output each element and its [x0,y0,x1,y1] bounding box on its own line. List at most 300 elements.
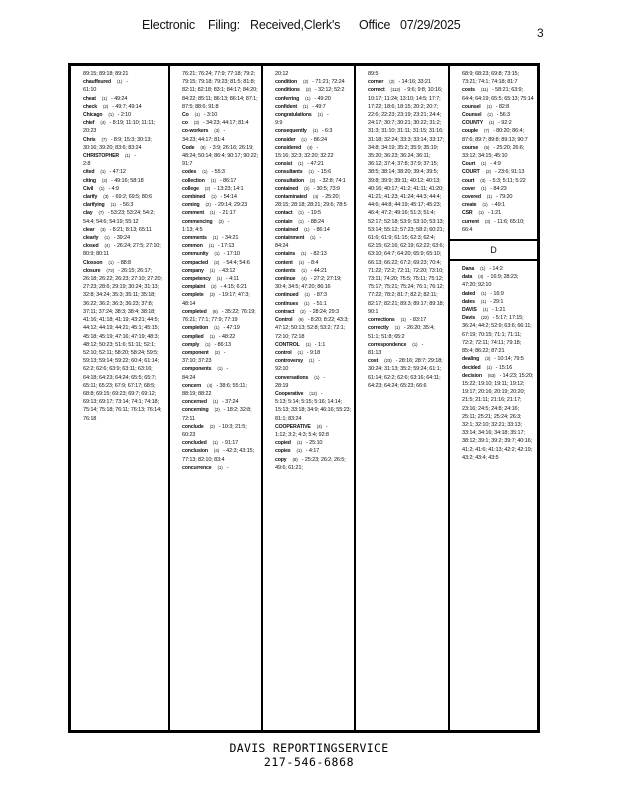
index-count: (8) [200,144,206,150]
index-entry [462,168,534,176]
index-entry [182,185,258,193]
index-entry [275,423,351,431]
index-entry [182,209,258,217]
index-refs: 28:19 [275,382,289,389]
index-refs: - 84:23 [490,185,507,192]
index-entry [275,111,351,119]
index-entry [275,250,351,258]
index-term: contained [275,185,299,192]
index-refs: - 69:2; 69:5; 80:6 [112,194,153,201]
index-entry [275,95,351,103]
index-refs: - 54:4; 54:6 [223,259,250,266]
index-count: (1) [298,161,304,167]
index-column-2 [168,66,261,730]
index-refs: - 44:21 [310,267,327,274]
index-entry [462,201,534,209]
index-count: (1) [214,251,220,257]
index-refs: 20:12 [275,71,289,77]
index-entry [83,152,165,160]
index-refs: - 38:6; 55:11; 88:19; 88:22 [182,382,247,397]
index-entry [275,177,351,185]
index-entry [182,423,258,439]
header-office: Office [359,18,391,32]
index-refs: - 82:8 [495,103,510,110]
index-entry [462,177,534,185]
index-entry [368,357,445,390]
index-entry [275,349,351,357]
index-entry [275,291,351,299]
index-refs: - 14:16; 33:21 [398,79,431,86]
index-entry [275,127,351,135]
index-refs: - [318,358,320,365]
index-refs: - 4:9 [108,185,119,192]
index-entry [275,390,351,398]
index-count: (1) [298,218,304,224]
index-refs: - 82:13 [310,251,327,258]
index-refs: - 55:3 [211,169,225,176]
index-refs: - 92:2 [498,120,512,127]
index-refs: - [421,341,424,348]
index-term: correspondence [368,341,407,348]
index-refs: - 53:23; 53:24; 54:2; 54:4; 54:6; 54:19; 55:12 [83,210,155,225]
index-refs: - 1:21 [487,210,502,217]
index-term: cheat [83,95,96,102]
index-entry [182,406,258,422]
index-refs: - 30:5; 73:9 [313,185,340,192]
index-term: containment [275,235,305,242]
index-term: cost [368,358,379,365]
index-refs: - 86:14 [313,226,330,233]
index-entry [462,265,534,273]
index-entry [368,78,445,86]
index-count: (1) [209,333,215,339]
index-entry [275,341,351,349]
index-term: concurrence [182,464,212,471]
index-count: (2) [485,169,491,175]
index-entry [182,201,258,209]
index-term: counsel [462,103,481,110]
index-term: clearly [83,235,99,242]
index-count: (2) [300,308,306,314]
index-count: (1) [301,251,307,257]
index-term: create [462,202,477,209]
index-term: cited [83,169,95,176]
index-count: (2) [102,103,109,109]
index-refs: - 49:20 [314,95,331,102]
index-count: (1) [482,307,488,313]
index-refs: 76:21; 76:24; 77:9; 77:18; 79:2; 79:15; 79:18; 79:23; 81:5; 81:8; 82:11; 82:18; 83:1; 84:17; 84:20; 84:22; 85:11; 86:13; 86:14; 87:1; 87:5; 88:6; 91:8 [182,71,258,110]
index-refs: - 32:8; 74:1 [319,177,346,184]
index-entry [462,86,534,102]
index-refs: - 27:2; 27:19; 30:4; 34:5; 47:20; 86:16 [275,276,342,291]
index-entry [182,349,258,357]
index-term: comments [182,235,207,242]
index-term: CHRISTOPHER [83,153,120,160]
index-term: concerned [182,399,207,406]
index-term: dates [462,298,475,305]
index-entry [462,314,534,355]
index-refs: - 9:18 [306,349,321,356]
index-count: (1) [101,95,107,101]
index-term: Counsel [462,112,482,119]
index-count: (1) [478,210,484,216]
index-term: controversy [275,358,304,365]
index-entry [275,218,351,226]
index-term: content [275,259,293,266]
index-entry [462,119,534,127]
index-refs: - 14:2 [489,266,503,273]
index-term: closure [83,267,101,274]
index-count: (1) [480,266,486,272]
index-refs: - [227,218,230,225]
index-count: (72) [106,267,114,273]
index-count: (7) [98,210,104,216]
index-section-letter: D [450,239,537,261]
index-count: (2) [211,284,217,290]
index-entry [368,349,445,357]
index-term: couple [462,128,478,135]
index-count: (1) [304,226,310,232]
index-entry [462,298,534,306]
index-term: continued [275,292,299,299]
index-refs: - 23:6; 91:13 [494,169,525,176]
index-entry [275,119,351,127]
index-count: (4) [478,274,484,280]
index-refs: - 17:10 [223,251,240,258]
index-count: (1) [486,103,492,109]
index-count: (2) [209,423,215,429]
index-count: (3) [480,177,486,183]
index-term: conditions [275,87,300,94]
index-term: contents [275,267,296,274]
index-entry [182,365,258,373]
index-entry [275,382,351,390]
index-count: (2) [485,356,491,362]
index-entry [182,168,258,176]
index-term: consultants [275,169,303,176]
index-term: consist [275,161,293,168]
index-refs: - 54:14 [220,194,237,201]
index-entry [182,119,258,127]
index-entry [368,324,445,340]
index-term: completed [182,308,207,315]
index-count: (1) [214,325,220,331]
index-count: (4) [104,243,110,249]
index-entry [182,136,258,144]
index-refs: - 91:17 [221,440,239,447]
index-refs: 61:10 [83,87,97,94]
index-entry [275,185,351,193]
index-term: Chicago [83,112,103,119]
index-entry [182,267,258,275]
index-entry [182,291,258,307]
index-count: (1) [305,341,311,347]
index-entry [182,193,258,201]
index-refs: - 2:10 [117,112,131,119]
index-entry [275,86,351,94]
index-term: dated [462,290,476,297]
index-count: (4) [301,276,307,282]
index-refs: 5:13; 5:14; 5:15; 5:16; 14:14; 15:13; 33:18; 34:9; 46:16; 55:23; 81:1; 83:24 [275,399,351,422]
index-term: congratulations [275,112,312,119]
index-count: (1) [211,194,217,200]
index-term: contact [275,210,293,217]
index-refs: - 8:4 [307,259,319,266]
index-refs: - 1:21 [491,307,506,314]
index-entry [462,193,534,201]
index-refs: - 47:12 [109,169,126,176]
index-term: complaint [182,284,206,291]
index-refs: - 34:23; 44:17; 81:4 [202,120,249,127]
index-entry [83,267,165,423]
index-count: (1) [301,267,307,273]
index-count: (1) [217,464,223,470]
index-entry [182,226,258,234]
index-refs: - 10:3; 21:5; 60:23 [182,423,247,438]
index-term: clear [83,226,95,233]
index-term: consider [275,136,296,143]
index-entry [182,70,258,111]
index-entry [182,234,258,242]
index-refs: - 88:24 [307,218,324,225]
index-refs: - 87:3 [313,292,328,299]
index-term: continue [275,276,296,283]
index-entry [275,193,351,209]
index-refs: 81:13 [368,349,382,356]
index-term: community [182,251,209,258]
index-term: compacted [182,259,209,266]
index-entry [83,95,165,103]
index-term: commencing [182,218,213,225]
index-count: (1) [304,292,310,298]
index-term: dealing [462,356,480,363]
index-count: (1) [117,79,123,85]
index-term: co-workers [182,128,209,135]
index-refs: - 56:3 [496,112,510,119]
index-refs: - 5:17; 17:15; 36:24; 44:2; 52:9; 63:6; 66:11; 67:19; 70:15; 71:1; 71:11; 72:2; 72:11; 74:11; 79:18; 85:4; 86:22; 87:21 [462,315,532,355]
index-count: (3) [209,292,215,298]
index-refs: - 26:24; 27:5; 27:10; 80:9; 80:11 [83,243,161,258]
index-count: (12) [309,390,317,396]
page-number: 3 [537,26,544,40]
index-count: (8) [292,456,298,462]
index-count: (1) [298,259,304,265]
index-term: contain [275,218,293,225]
index-refs: - 86:24 [310,136,327,143]
index-entry [275,136,351,144]
index-refs: - 4:11 [225,276,239,283]
index-entry [83,193,165,201]
index-entry [83,201,165,209]
index-count: (1) [216,276,222,282]
index-term: continues [275,300,299,307]
index-refs: - 9:6; 9:8; 10:16; 10:17; 11:24; 13:10; 14:5; 17:7; 17:22; 18:6; 18:15; 20:2; 20:7; 22:6; 22:23; 23:19; 23:21; 24:4; 24:17; 30:7; 30:21; 30:22; 31:2; 31:3; 31:10; 31:11; 31:15; 31:16; 31:18; 32:24; 33:3; 33:14; 33:17; 34:8; 34:19; 35:2; 35:9; 35:19; 35:20; 36:23; 36:24; 36:11; 36:12; 37:4; 37:8; 37:9; 37:15; 38:5; 38:14; 38:20; 39:4; 39:5; 39:8; 39:9; 39:11; 40:12; 40:13; 40:16; 40:17; 41:2; 41:11; 41:20; 41:21; 41:23; 41:24; 44:3; 44:4; 44:6; 44:8; 44:19; 45:17; 45:23; 46:4; 47:2; 49:16; 51:3; 51:4; 52:17; 52:18; 53:9; 53:10; 53:13; 53:14; 55:12; 57:23; 58:2; 60:21; 61:6; 61:9; 61:15; 62:3; 62:4; 62:15; 62:16; 62:19; 62:22; 63:6; 63:10; 64:7; 64:20; 65:9; 65:10; 66:13; 66:22; 67:2; 69:23; 70:4; 71:22; 72:2; 72:11; 72:20; 73:10; 73:11; 74:20; 75:5; 75:11; 75:12; 75:17; 75:21; 75:24; 76:1; 76:12; 77:22; 78:2; 81:7; 82:2; 82:11; 82:17; 82:21; 89:3; 89:17; 89:18; 90:1 [368,87,444,315]
index-term: corner [368,79,384,86]
index-entry [275,439,351,447]
index-term: concern [182,382,202,389]
index-count: (1) [209,267,215,273]
index-entry [83,234,165,242]
index-count: (1) [310,235,316,241]
index-refs: - 16:9 [490,290,504,297]
index-entry [462,218,534,234]
index-refs: - 15:6 [317,169,332,176]
index-refs: - 25:20; 26:6; 33:12; 34:15; 45:10 [462,144,525,160]
index-term: DAVIS [462,307,477,314]
index-entry [83,103,165,111]
index-entry [275,152,351,160]
index-refs: - 80:20; 86:4; 87:6; 89:7; 89:8; 89:13; 90:7 [462,128,528,143]
index-term: corrections [368,317,395,324]
index-term: competency [182,276,211,283]
index-refs: - 8:19; 11:10; 11:11; 20:23 [83,120,156,135]
index-entry [83,185,165,193]
index-count: (1) [301,136,307,142]
index-refs: - 10:14; 79:5 [494,356,524,363]
index-refs: - 4:9 [490,161,501,168]
index-entry [275,226,351,234]
index-term: conferring [275,95,300,102]
index-refs: - 29:14; 29:23 [214,202,248,209]
index-count: (112) [390,87,401,93]
index-refs: - 42:3; 43:15; 77:13; 82:10; 83:4 [182,448,254,463]
index-refs: 89:15; 89:18; 89:21 [83,71,129,77]
index-count: (1) [212,235,218,241]
index-term: contained [275,226,299,233]
index-column-1 [71,66,168,730]
index-count: (1) [481,290,487,296]
index-refs: - [320,390,323,397]
index-entry [462,70,534,86]
index-refs: - 43:12 [218,267,236,274]
index-refs: - 28:16; 28:7; 29:18; 30:24; 31:13; 35:2; 59:24; 61:1; 61:14; 62:2; 62:6; 63:16; 64:11; 64:23; 64:24; 65:23; 66:6 [368,358,443,389]
index-refs: 1:12; 3:2; 4:3; 5:4; 92:8 [275,431,329,438]
index-term: clarify [83,194,98,201]
index-refs: - 8:21; 8:13; 65:11 [109,226,152,233]
index-count: (1) [304,300,310,306]
index-term: coming [182,202,200,209]
index-count: (7) [483,128,489,134]
index-entry [462,273,534,289]
index-refs: - 86:13 [214,341,231,348]
word-index-frame [68,63,540,733]
index-refs: - 86:17 [219,177,237,184]
index-term: contract [275,308,295,315]
index-refs: - 15:16 [495,364,513,371]
index-term: company [182,267,204,274]
index-refs: - 13:23; 14:1 [214,185,244,192]
index-count: (7) [101,136,107,142]
index-count: (1) [296,448,302,454]
index-term: conclusion [182,448,208,455]
index-count: (1) [297,349,303,355]
index-count: (1) [489,120,495,126]
index-refs: - 4:17 [305,448,320,455]
index-refs: - 32:12; 52:2 [314,87,345,94]
index-entry [462,364,534,372]
index-refs: - [226,366,229,373]
index-entry [182,127,258,135]
index-count: (2) [303,79,309,85]
index-entry [275,374,351,382]
index-refs: 84:24 [275,243,289,250]
index-refs: - 8:20; 8:22; 43:3; 47:12; 50:13; 52:8; 53:2; 72:1; 72:10; 72:18 [275,317,349,340]
index-count: (2) [101,177,108,183]
index-term: co [182,120,188,127]
index-refs: - 29:1 [489,298,504,305]
index-refs: - 4:15; 6:21 [220,284,247,291]
index-entry [275,103,351,111]
index-count: (1) [314,374,320,380]
index-refs: - [134,153,136,160]
index-count: (1) [210,177,216,183]
index-entry [83,168,165,176]
index-count: (4) [207,382,213,388]
index-count: (2) [214,349,220,355]
index-count: (1) [400,317,406,323]
index-refs: - 21:17 [219,210,236,217]
index-refs: - [223,349,226,356]
index-term: Cooperative [275,390,304,397]
index-term: common [182,243,203,250]
index-count: (2) [214,259,220,265]
index-term: chief [83,120,95,127]
index-entry [462,290,534,298]
index-count: (2) [310,177,316,183]
index-refs: - 19:5 [307,210,321,217]
index-refs: 9:9 [275,120,283,127]
index-entry [275,357,351,365]
index-entry [83,86,165,94]
index-refs: - 39:24 [113,235,130,242]
index-count: (4) [213,448,220,454]
index-entry [182,250,258,258]
index-term: court [462,177,475,184]
index-refs: - 26:20; 35:4; 51:1; 51:8; 65:2 [368,325,435,340]
index-term: completion [182,325,209,332]
index-term: chauffeured [83,79,112,86]
index-count: (53) [487,372,496,378]
index-count: (9) [298,317,304,323]
index-refs: 92:10 [275,366,289,373]
index-entry [275,209,351,217]
index-term: codes [182,169,197,176]
index-count: (1) [212,399,219,405]
filing-header [0,18,618,38]
header-date: 07/29/2025 [400,18,461,32]
index-term: considered [275,144,302,151]
index-count: (1) [481,161,487,167]
index-entry [83,242,165,258]
index-entry [182,324,258,332]
index-entry [182,111,258,119]
index-refs: 84:24 [182,374,196,381]
index-term: correct [368,87,385,94]
index-term: copied [275,440,291,447]
index-term: comply [182,341,200,348]
index-count: (3) [193,120,199,126]
index-term: Co [182,112,189,119]
index-count: (2) [304,185,310,191]
index-refs: - [323,374,326,381]
index-entry [182,341,258,349]
index-term: clarifying [83,202,105,209]
index-count: (1) [110,202,116,208]
index-term: Control [275,317,293,324]
index-refs: - [326,112,329,119]
index-term: contains [275,251,296,258]
index-entry [275,431,351,439]
